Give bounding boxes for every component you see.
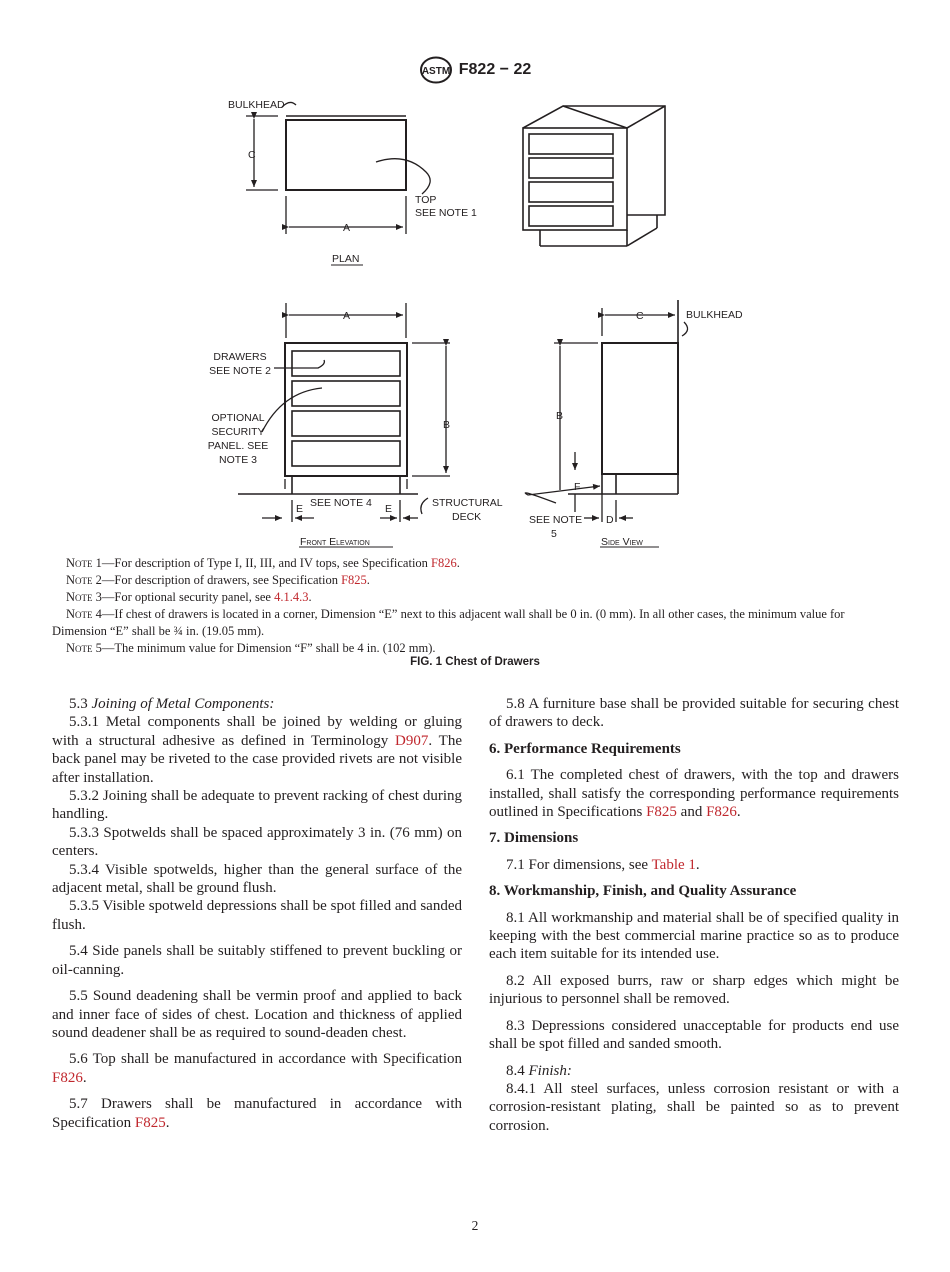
para-7-1: 7.1 For dimensions, see Table 1. <box>506 856 700 873</box>
side-bulkhead-label: BULKHEAD <box>686 309 743 321</box>
plan-bulkhead-label: BULKHEAD <box>228 99 285 111</box>
para-8-2: 8.2 All exposed burrs, raw or sharp edges which might be injurious to personnel shall be removed. <box>489 972 899 1008</box>
front-structural-leader <box>421 498 428 514</box>
right-column <box>489 695 899 1143</box>
plan-top-label-1: TOP <box>415 194 437 206</box>
note-2-link[interactable]: F825 <box>341 573 367 587</box>
front-drawer-1 <box>292 351 400 376</box>
link-f825-b[interactable]: F825 <box>646 804 677 821</box>
para-5-3-4: 5.3.4 Visible spotwelds, higher than the general surface of the adjacent metal, shall be ground flush. <box>52 861 462 897</box>
para-5-7: 5.7 Drawers shall be manufactured in accordance with Specification F825. <box>52 1096 462 1131</box>
front-drawers-label-2: SEE NOTE 2 <box>209 365 271 377</box>
front-security-label-1: OPTIONAL <box>211 412 265 424</box>
para-8-4-1: 8.4.1 All steel surfaces, unless corrosion resistant or with a corrosion-resistant plating, shall be painted so as to prevent corrosion. <box>489 1080 899 1134</box>
front-structural-label-1: STRUCTURAL <box>432 497 503 509</box>
plan-top-rect <box>286 120 406 190</box>
heading-section-8: 8. Workmanship, Finish, and Quality Assurance <box>489 883 797 900</box>
para-5-4: 5.4 Side panels shall be suitably stiffened to prevent buckling or oil-canning. <box>52 943 462 978</box>
figure-chest-of-drawers <box>0 90 950 552</box>
side-caption: Side View <box>601 536 643 548</box>
plan-top-label-2: SEE NOTE 1 <box>415 207 477 219</box>
para-5-3-2: 5.3.2 Joining shall be adequate to prevent racking of chest during handling. <box>52 788 462 823</box>
link-f825-a[interactable]: F825 <box>134 1114 166 1131</box>
para-5-3-1: 5.3.1 Metal components shall be joined by welding or gluing with a structural adhesive as defined in Terminology D907. The back panel may be riveted to the case provided rivets are not visible after installation. <box>52 714 462 786</box>
front-dim-a-label: A <box>343 310 351 322</box>
front-cabinet <box>285 343 407 476</box>
para-8-1: 8.1 All workmanship and material shall be of specified quality in keeping with the best commercial marine practice so as to produce each item suitable for its intended use. <box>489 909 899 963</box>
heading-section-7: 7. Dimensions <box>489 830 579 847</box>
link-d907[interactable]: D907 <box>395 732 429 749</box>
side-see-note-label-1: SEE NOTE <box>529 514 583 526</box>
page-header <box>0 56 950 84</box>
side-dim-c-label: C <box>636 310 644 322</box>
front-drawers-leader <box>274 360 324 368</box>
page-number: 2 <box>471 1218 479 1233</box>
para-6-1: 6.1 The completed chest of drawers, with the top and drawers installed, shall satisfy the corresponding performance requirements outlined in Specifications F825 and F826. <box>489 767 899 821</box>
side-see-note-label-2: 5 <box>551 528 557 540</box>
plan-top-leader <box>376 159 430 194</box>
plan-dim-a-label: A <box>343 222 351 234</box>
link-table-1[interactable]: Table 1 <box>651 856 696 873</box>
plan-dim-c-label: C <box>248 149 256 161</box>
front-dim-e-left-label: E <box>296 503 304 515</box>
figure-drawing <box>0 90 950 552</box>
side-dim-f-label: F <box>574 481 581 493</box>
front-drawer-4 <box>292 441 400 466</box>
front-drawer-3 <box>292 411 400 436</box>
note-3-link[interactable]: 4.1.4.3 <box>274 590 309 604</box>
front-caption: Front Elevation <box>300 536 370 548</box>
note-4: Note 4—If chest of drawers is located in a corner, Dimension “E” next to this adjacent wall shall be 0 in. (0 mm). In all other cases, the minimum value for Dimension “E” shall be ¾ in. (19.05 mm). <box>52 607 845 638</box>
front-see-note4-label: SEE NOTE 4 <box>310 497 372 509</box>
front-drawer-2 <box>292 381 400 406</box>
link-f826-a[interactable]: F826 <box>52 1069 83 1086</box>
front-security-label-4: NOTE 3 <box>219 454 257 466</box>
link-f826-b[interactable]: F826 <box>706 804 737 821</box>
side-bulkhead-leader <box>682 322 688 336</box>
para-5-8: 5.8 A furniture base shall be provided suitable for securing chest of drawers to deck. <box>489 696 899 731</box>
front-security-label-2: SECURITY <box>211 426 265 438</box>
para-8-4: 8.4 Finish: <box>506 1062 572 1079</box>
figure-caption: FIG. 1 Chest of Drawers <box>410 656 540 668</box>
plan-caption: PLAN <box>332 253 360 265</box>
para-5-3-3: 5.3.3 Spotwelds shall be spaced approximately 3 in. (76 mm) on centers. <box>52 824 462 860</box>
front-dim-b-label: B <box>443 419 451 431</box>
astm-logo <box>419 56 453 84</box>
heading-section-6: 6. Performance Requirements <box>489 740 681 757</box>
left-column <box>52 695 462 1140</box>
note-5: Note 5—The minimum value for Dimension “F” shall be 4 in. (102 mm). <box>66 641 436 655</box>
front-dim-e-right-label: E <box>385 503 393 515</box>
side-dim-b-label: B <box>556 410 564 422</box>
front-security-label-3: PANEL. SEE <box>207 440 269 452</box>
para-5-3-5: 5.3.5 Visible spotweld depressions shall be spot filled and sanded flush. <box>52 898 462 933</box>
note-2: Note 2—For description of drawers, see Specification F825. <box>66 573 370 587</box>
note-1-link[interactable]: F826 <box>431 556 457 570</box>
side-dim-d-label: D <box>606 514 614 526</box>
standard-designation: F822 − 22 <box>458 61 532 78</box>
front-structural-label-2: DECK <box>452 511 482 523</box>
note-3: Note 3—For optional security panel, see 4.1.4.3. <box>66 590 312 604</box>
astm-logo-text: ASTM <box>421 66 450 77</box>
para-5-5: 5.5 Sound deadening shall be vermin proof and applied to back and inner face of sides of chest. Location and thickness of applied sound deadener shall be as required to sound-deaden chest. <box>52 988 462 1041</box>
para-5-3: 5.3 Joining of Metal Components: <box>69 696 275 712</box>
side-cabinet <box>602 343 678 474</box>
figure-notes <box>52 555 900 657</box>
isometric-chest <box>523 106 665 246</box>
para-5-6: 5.6 Top shall be manufactured in accordance with Specification F826. <box>52 1051 462 1086</box>
para-8-3: 8.3 Depressions considered unacceptable for products end use shall be spot filled and sanded smooth. <box>489 1017 899 1053</box>
note-1: Note 1—For description of Type I, II, III, and IV tops, see Specification F826. <box>66 556 460 570</box>
front-drawers-label-1: DRAWERS <box>213 351 267 363</box>
